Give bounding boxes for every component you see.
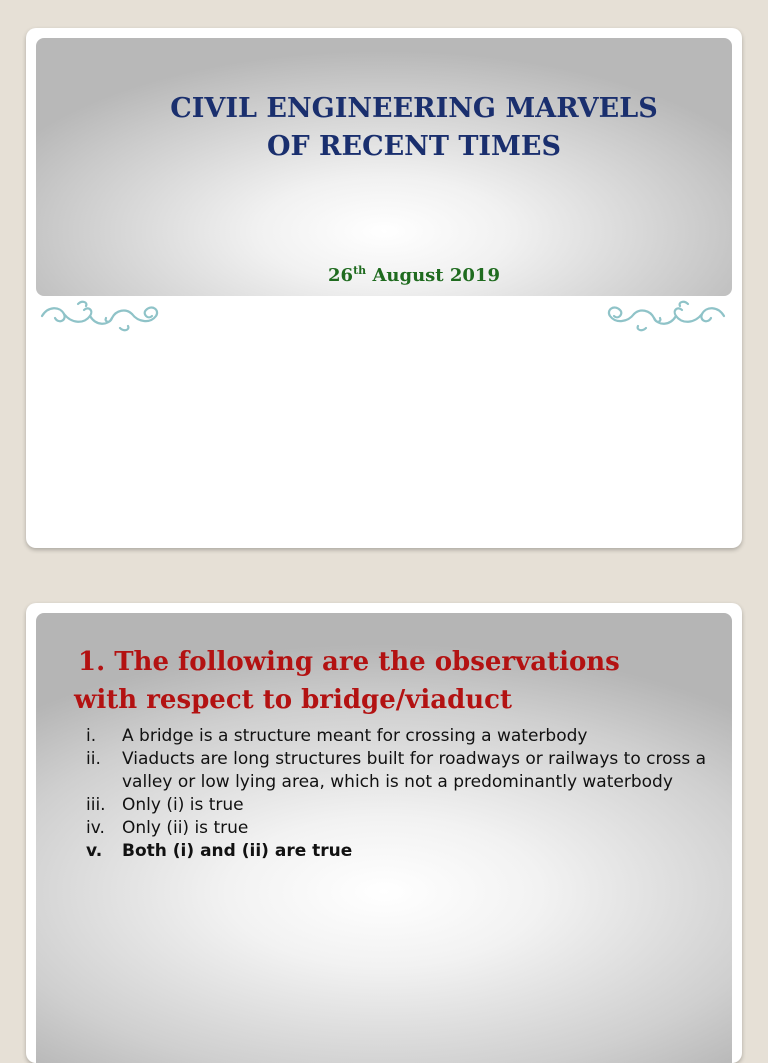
- question-heading: [74, 643, 620, 719]
- date-suffix: th: [353, 264, 367, 277]
- option-text: Both (i) and (ii) are true: [122, 841, 353, 861]
- option-text: Only (i) is true: [122, 795, 244, 815]
- slide-date: [36, 264, 732, 286]
- list-item: [86, 725, 716, 748]
- title-slide: [26, 28, 742, 548]
- option-number: iii.: [86, 795, 106, 815]
- option-text: Viaducts are long structures built for roadways or railways to cross a valley or low lying area, which is not a predominantly waterbody: [122, 749, 707, 792]
- slide-title-line-2: OF RECENT TIMES: [266, 131, 562, 162]
- slide-title: [36, 90, 732, 166]
- date-month-year: August 2019: [366, 265, 500, 286]
- slide-title-line-1: CIVIL ENGINEERING MARVELS: [170, 93, 658, 124]
- options-list: [86, 725, 716, 863]
- question-slide: [26, 603, 742, 1063]
- option-number: i.: [86, 726, 97, 746]
- date-day: 26: [328, 265, 354, 286]
- list-item-answer: [86, 840, 716, 863]
- scroll-flourish-icon: [604, 298, 728, 334]
- question-heading-line-2: with respect to bridge/viaduct: [74, 685, 513, 715]
- question-panel: [36, 613, 732, 1063]
- option-number: ii.: [86, 749, 101, 769]
- list-item: [86, 817, 716, 840]
- title-panel: [36, 38, 732, 296]
- option-number: v.: [86, 841, 103, 861]
- question-heading-line-1: 1. The following are the observations: [78, 647, 620, 677]
- option-number: iv.: [86, 818, 105, 838]
- scroll-flourish-icon: [38, 298, 162, 334]
- option-text: A bridge is a structure meant for crossing a waterbody: [122, 726, 588, 746]
- list-item: [86, 794, 716, 817]
- list-item: [86, 748, 716, 794]
- option-text: Only (ii) is true: [122, 818, 249, 838]
